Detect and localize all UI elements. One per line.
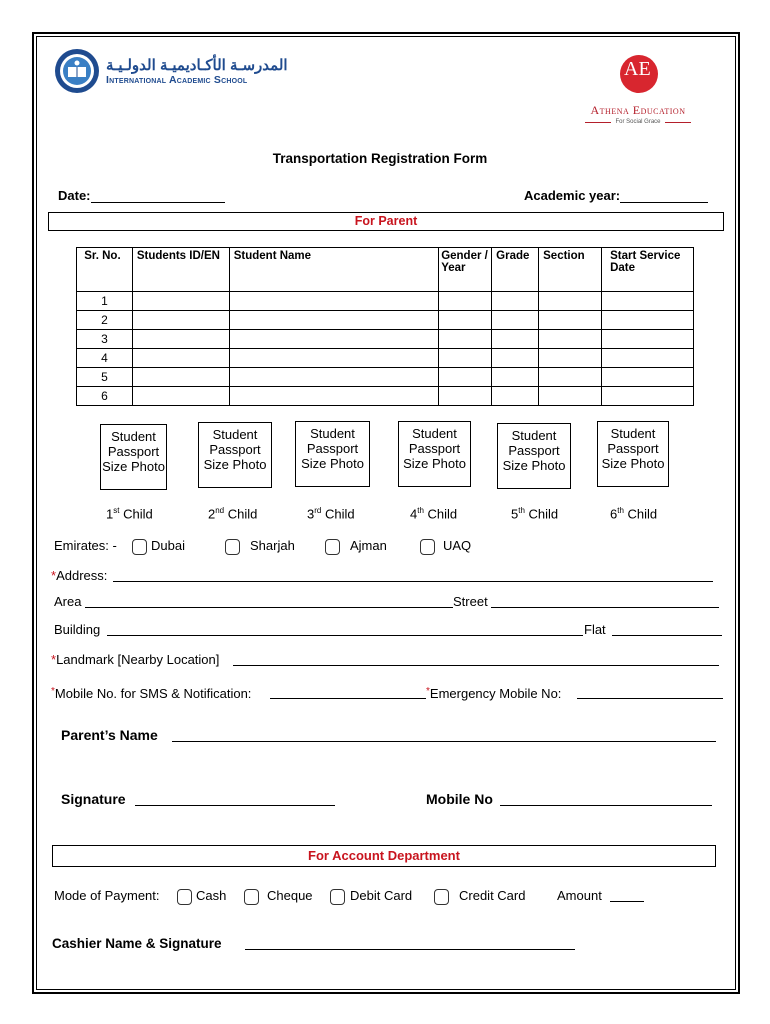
cell-input[interactable] <box>539 292 602 311</box>
child-label-3: 3rd Child <box>307 506 355 522</box>
cell-input[interactable] <box>492 349 539 368</box>
table-row <box>77 292 694 311</box>
cell-input[interactable] <box>439 387 492 406</box>
header-sr-no: Sr. No. <box>77 248 133 292</box>
school-name-arabic: المدرسـة الأكـاديميـة الدولـيـة <box>106 57 288 74</box>
cell-input[interactable] <box>539 387 602 406</box>
cell-input[interactable] <box>439 349 492 368</box>
header-grade: Grade <box>492 248 539 292</box>
cell-input[interactable] <box>602 330 694 349</box>
partner-name: Athena Education <box>590 103 686 117</box>
flat-input[interactable] <box>612 635 722 636</box>
partner-tagline: For Social Grace <box>568 119 708 125</box>
checkbox-icon[interactable] <box>244 889 259 905</box>
academic-year-field[interactable] <box>524 188 708 203</box>
cell-input[interactable] <box>492 387 539 406</box>
amount-label: Amount <box>557 888 602 903</box>
table-row <box>77 387 694 406</box>
parent-name-label: Parent’s Name <box>61 727 158 743</box>
parent-section-header: For Parent <box>48 212 724 231</box>
emergency-mobile-label: *Emergency Mobile No: <box>426 686 562 701</box>
header-student-name: Student Name <box>229 248 438 292</box>
header-section: Section <box>539 248 602 292</box>
emirate-option-dubai[interactable]: Dubai <box>132 538 185 555</box>
cell-input[interactable] <box>602 292 694 311</box>
cashier-input[interactable] <box>245 949 575 950</box>
payment-option-cheque[interactable]: Cheque <box>244 888 313 905</box>
cell-input[interactable] <box>132 292 229 311</box>
cell-input[interactable] <box>439 368 492 387</box>
address-input[interactable] <box>113 581 713 582</box>
cell-input[interactable] <box>602 349 694 368</box>
emirate-option-sharjah[interactable]: Sharjah <box>225 538 295 555</box>
cell-input[interactable] <box>492 311 539 330</box>
emergency-mobile-input[interactable] <box>577 698 723 699</box>
cell-input[interactable] <box>492 368 539 387</box>
form-title: Transportation Registration Form <box>272 151 488 166</box>
checkbox-icon[interactable] <box>420 539 435 555</box>
cell-input[interactable] <box>539 311 602 330</box>
cell-input[interactable] <box>439 292 492 311</box>
checkbox-icon[interactable] <box>177 889 192 905</box>
checkbox-icon[interactable] <box>325 539 340 555</box>
cell-input[interactable] <box>229 311 438 330</box>
area-label: Area <box>54 594 82 609</box>
cell-input[interactable] <box>132 311 229 330</box>
athena-monogram-icon <box>611 50 665 98</box>
header-student-id: Students ID/EN <box>132 248 229 292</box>
mobile-sms-label: *Mobile No. for SMS & Notification: <box>51 686 252 701</box>
row-number: 1 <box>77 292 133 311</box>
cell-input[interactable] <box>439 330 492 349</box>
monogram-letters: AE <box>624 58 651 80</box>
header-gender-year: Gender / Year <box>439 248 492 292</box>
signature-input[interactable] <box>135 805 335 806</box>
row-number: 4 <box>77 349 133 368</box>
mobile-sms-input[interactable] <box>270 698 426 699</box>
table-row <box>77 330 694 349</box>
cashier-label: Cashier Name & Signature <box>52 936 222 951</box>
checkbox-icon[interactable] <box>225 539 240 555</box>
photo-box-child-3[interactable]: Student Passport Size Photo <box>295 421 370 487</box>
child-label-2: 2nd Child <box>208 506 258 522</box>
date-label: Date: <box>58 188 91 203</box>
child-label-4: 4th Child <box>410 506 458 522</box>
mobile-label: Mobile No <box>426 791 493 807</box>
payment-option-credit-card[interactable]: Credit Card <box>434 888 525 905</box>
academic-year-label: Academic year: <box>524 188 621 203</box>
table-row <box>77 368 694 387</box>
cell-input[interactable] <box>492 330 539 349</box>
date-field[interactable] <box>58 188 225 203</box>
checkbox-icon[interactable] <box>132 539 147 555</box>
cell-input[interactable] <box>602 311 694 330</box>
school-logo <box>54 48 288 94</box>
emirate-option-ajman[interactable]: Ajman <box>325 538 387 555</box>
payment-option-debit-card[interactable]: Debit Card <box>330 888 412 905</box>
landmark-label: *Landmark [Nearby Location] <box>51 652 220 667</box>
cell-input[interactable] <box>132 368 229 387</box>
photo-box-child-5[interactable]: Student Passport Size Photo <box>497 423 571 489</box>
photo-box-child-1[interactable]: Student Passport Size Photo <box>100 424 167 490</box>
cell-input[interactable] <box>132 349 229 368</box>
cell-input[interactable] <box>132 330 229 349</box>
row-number: 6 <box>77 387 133 406</box>
row-number: 5 <box>77 368 133 387</box>
signature-label: Signature <box>61 791 126 807</box>
account-section-header: For Account Department <box>52 845 716 867</box>
cell-input[interactable] <box>539 368 602 387</box>
photo-box-child-4[interactable]: Student Passport Size Photo <box>398 421 471 487</box>
cell-input[interactable] <box>492 292 539 311</box>
child-label-6: 6th Child <box>610 506 658 522</box>
cell-input[interactable] <box>539 330 602 349</box>
street-input[interactable] <box>491 607 719 608</box>
cell-input[interactable] <box>229 330 438 349</box>
emirate-option-uaq[interactable]: UAQ <box>420 538 471 555</box>
table-row <box>77 349 694 368</box>
cell-input[interactable] <box>539 349 602 368</box>
table-header-row <box>77 248 694 292</box>
school-name-english: International Academic School <box>106 74 248 86</box>
parent-name-input[interactable] <box>172 741 716 742</box>
flat-label: Flat <box>584 622 606 637</box>
cell-input[interactable] <box>602 387 694 406</box>
header-start-date: Start Service Date <box>602 248 694 292</box>
school-emblem-icon <box>54 48 100 94</box>
checkbox-icon[interactable] <box>434 889 449 905</box>
cell-input[interactable] <box>132 387 229 406</box>
area-input[interactable] <box>85 607 453 608</box>
row-number: 2 <box>77 311 133 330</box>
row-number: 3 <box>77 330 133 349</box>
cell-input[interactable] <box>229 349 438 368</box>
cell-input[interactable] <box>229 387 438 406</box>
photo-box-child-6[interactable]: Student Passport Size Photo <box>597 421 669 487</box>
cell-input[interactable] <box>229 292 438 311</box>
table-row <box>77 311 694 330</box>
building-input[interactable] <box>107 635 583 636</box>
payment-option-cash[interactable]: Cash <box>177 888 226 905</box>
child-label-5: 5th Child <box>511 506 559 522</box>
photo-box-child-2[interactable]: Student Passport Size Photo <box>198 422 272 488</box>
address-label: *Address: <box>51 568 108 583</box>
mobile-input[interactable] <box>500 805 712 806</box>
emirates-label: Emirates: - <box>54 538 117 553</box>
street-label: Street <box>453 594 488 609</box>
checkbox-icon[interactable] <box>330 889 345 905</box>
students-table <box>76 247 694 406</box>
building-label: Building <box>54 622 101 637</box>
child-label-1: 1st Child <box>106 506 153 522</box>
payment-label: Mode of Payment: <box>54 888 160 903</box>
cell-input[interactable] <box>439 311 492 330</box>
cell-input[interactable] <box>229 368 438 387</box>
amount-input[interactable] <box>610 901 644 902</box>
landmark-input[interactable] <box>233 665 719 666</box>
cell-input[interactable] <box>602 368 694 387</box>
partner-logo <box>568 50 708 125</box>
